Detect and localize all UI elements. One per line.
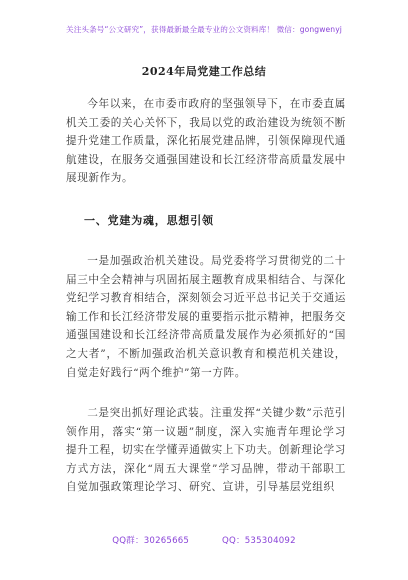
- intro-paragraph-block: [66, 95, 346, 188]
- intro-paragraph: 今年以来，在市委市政府的坚强领导下，在市委直属机关工委的关心关怀下，我局以党的政治建设为统领不断提升党建工作质量，深化拓展党建品牌，引领保障现代通航建设，在服务交通强国建设和长江经济带高质量发展中展现新作为。: [66, 98, 346, 185]
- section-paragraph-2: 二是突出抓好理论武装。注重发挥“关键少数”示范引领作用，落实“第一议题”制度，深入实施青年理论学习提升工程，切实在学懂弄通做实上下功夫。创新理论学习方式方法，深化“周五大课堂”学习品牌，带动干部职工自觉加强政策理论学习、研究、宣讲，引导基层党组织: [66, 407, 346, 494]
- section-heading: 一、党建为魂，思想引领: [84, 214, 214, 227]
- section-paragraph-block-2: [66, 404, 346, 497]
- promo-banner: 关注头条号“公文研究”，获得最新最全最专业的公文资料库！ 微信：gongwenyj: [66, 25, 342, 34]
- section-paragraph-block-1: [66, 252, 346, 382]
- document-title: 2024年局党建工作总结: [141, 65, 267, 78]
- qq-group-text: QQ群：30265665: [112, 536, 190, 546]
- qq-contact-text: QQ：535304092: [222, 536, 296, 546]
- contact-footer: [0, 534, 408, 546]
- section-paragraph-1: 一是加强政治机关建设。局党委将学习贯彻党的二十届三中全会精神与巩固拓展主题教育成果相结合、与深化党纪学习教育相结合，深刻领会习近平总书记关于交通运输工作和长江经济带发展的重要指示批示精神，把服务交通强国建设和长江经济带高质量发展作为必须抓好的“国之大者”，不断加强政治机关意识教育和模范机关建设，自觉走好践行“两个维护”第一方阵。: [66, 255, 346, 379]
